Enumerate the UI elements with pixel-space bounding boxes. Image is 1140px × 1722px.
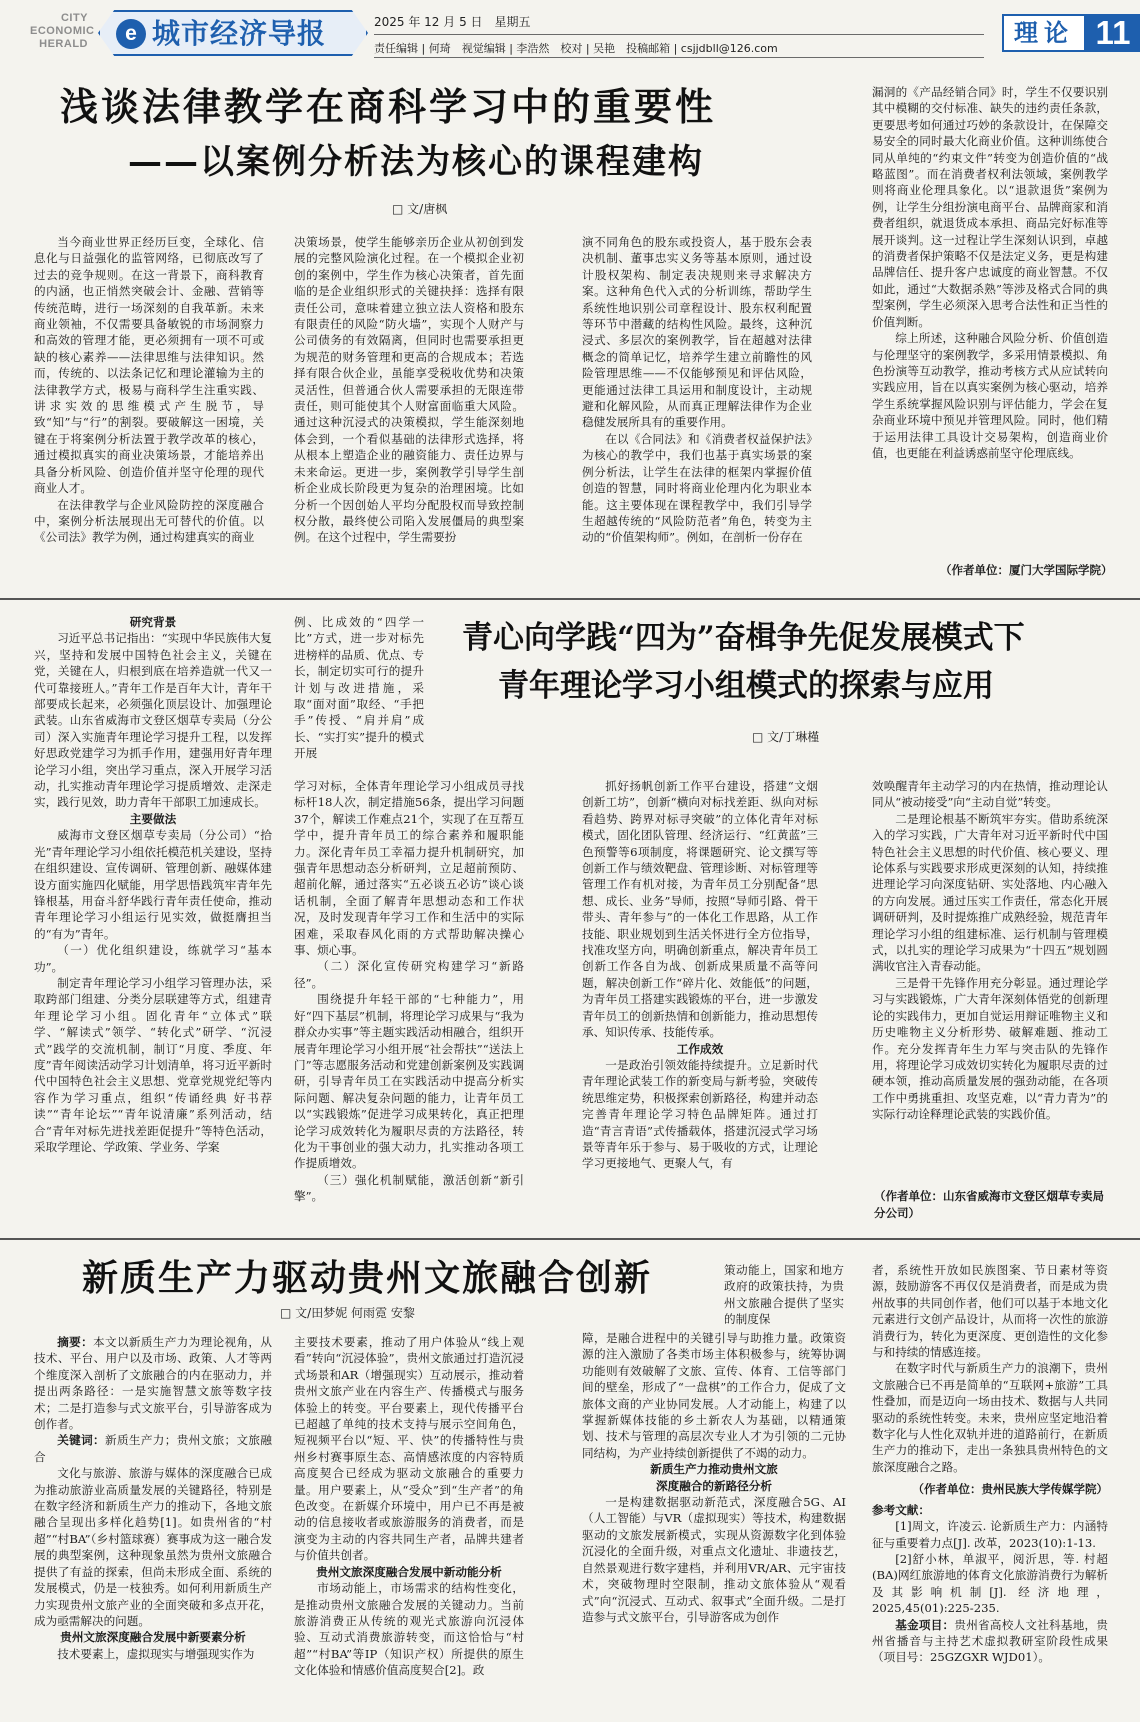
paragraph: 二是理论根基不断筑牢夯实。借助系统深入的学习实践，广大青年对习近平新时代中国特色社会主义思想的时代价值、核心要义、理论体系与实践要求形成更深刻的认知，持续推进理论学习向深度钻研、实处落地、内心融入的方向发展。通过压实工作责任，常态化开展调研研判，及时提炼推广成熟经验，规范青年理论学习小组的组建标准、运行机制与管理模式，以扎实的理论学习成果为“十四五”规划圆满收官注入青春动能。 <box>872 811 1108 974</box>
editorial-staff: 责任编辑 | 何琦 视觉编辑 | 李浩然 校对 | 吴艳 投稿邮箱 | csjjdbll@126.com <box>374 42 778 55</box>
paragraph: 漏洞的《产品经销合同》时，学生不仅要识别其中模糊的交付标准、缺失的违约责任条款，更要思考如何通过巧妙的条款设计，在保障交易安全的同时最大化商业价值。这种训练使合同从单纯的“约束文件”转变为创造价值的“战略蓝图”。而在消费者权利法领域，案例教学则将商业伦理具象化。以“退款退货”案例为例，让学生分组扮演电商平台、品牌商家和消费者组织，就退货成本承担、商品完好标准等展开谈判。这一过程让学生深刻认识到，卓越的消费者保护策略不仅是法定义务，更是构建品牌信任、提升客户忠诚度的商业智慧。不仅如此，通过“大数据杀熟”等涉及格式合同的典型案例，学生必须深入思考合法性和正当性的价值判断。 <box>872 85 1108 329</box>
paragraph: 三是骨干先锋作用充分彰显。通过理论学习与实践锻炼，广大青年深刻体悟党的创新理论的实践伟力，更加自觉运用辩证唯物主义和历史唯物主义分析形势、破解难题、推动工作。充分发挥青年生力军与突击队的先锋作用，将理论学习成效切实转化为履职尽责的过硬本领，推动高质量发展的强劲动能，在各项工作中勇挑重担、攻坚克难，以“青力青为”的实际行动诠释理论武装的实践价值。 <box>872 975 1108 1122</box>
article-column <box>34 1334 272 1722</box>
paragraph: （二）深化宣传研究构建学习“新路径”。 <box>294 959 524 990</box>
article-column <box>294 234 524 586</box>
paragraph: 当今商业世界正经历巨变，全球化、信息化与日益强化的监管网络，已彻底改写了过去的竞争规则。在这一背景下，商科教育的内涵，也正悄然突破会计、金融、营销等传统范畴，进行一场深刻的自我革新。未来商业领袖，不仅需要具备敏锐的市场洞察力和高效的管理才能，更必须拥有一项不可或缺的核心素养——法律思维与法律知识。然而，传统的、以法条记忆和理论灌输为主的法律教学方式，极易与商科学生注重实践、讲求实效的思维模式产生脱节，导致“知”与“行”的割裂。要破解这一困境，关键在于将案例分析法置于教学改革的核心，通过模拟真实的商业决策场景，才能培养出具备分析风险、创造价值并坚守伦理的现代商业人才。 <box>34 235 264 496</box>
page-number: 11 <box>1086 14 1140 52</box>
paragraph: 围绕提升年轻干部的“七种能力”，用好“四下基层”机制，将理论学习成果与“我为群众办实事”等主题实践活动相融合，组织开展青年理论学习小组开展“社会帮扶”“送法上门”等志愿服务活动和党建创新案例及实践调研，引导青年员工在实践活动中提高分析实际问题、解决复杂问题的能力，让青年员工以“实践锻炼”促进学习成果转化，真正把理论学习成效转化为履职尽责的方法路径，转化为干事创业的强大动力，扎实推动各项工作提质增效。 <box>294 992 524 1171</box>
subheading: 新质生产力推动贵州文旅 <box>650 1462 778 1477</box>
author-affiliation: （作者单位：贵州民族大学传媒学院） <box>912 1482 1108 1497</box>
article-title: 青年理论学习小组模式的探索与应用 <box>498 668 994 704</box>
header-rule <box>374 34 984 35</box>
keyword-label: 摘要： <box>57 1335 94 1349</box>
paragraph: 综上所述，这种融合风险分析、价值创造与伦理坚守的案例教学，多采用情景模拟、角色扮演等互动教学，推动考核方式从应试转向实践应用，旨在以真实案例为核心驱动，培养学生系统掌握风险识别与评估能力，学会在复杂商业环境中预见并管理风险。同时，他们精于运用法律工具设计交易架构，创造商业价值，也更能在利益诱惑前坚守伦理底线。 <box>872 331 1108 460</box>
article-column <box>294 1334 524 1722</box>
article-title: 浅谈法律教学在商科学习中的重要性 <box>60 84 717 129</box>
paragraph: 例、比成效的“四学一比”方式，进一步对标先进榜样的品质、优点、专长，制定切实可行的提升计划与改进措施，采取“面对面”取经、“手把手”传授、“肩并肩”成长、“实打实”提升的模式开展 <box>294 615 424 761</box>
article-title: 青心向学践“四为”奋楫争先促发展模式下 <box>462 620 1025 656</box>
fund-label: 基金项目： <box>895 1617 955 1632</box>
paragraph: 技术要素上，虚拟现实与增强现实作为 <box>57 1646 255 1661</box>
masthead-en-line: CITY <box>60 12 88 24</box>
paragraph: 抓好扬帆创新工作平台建设，搭建“文烟创新工坊”，创新“横向对标找差距、纵向对标看趋势、跨界对标寻突破”的立体化青年对标模式，固化团队管理、经济运行、“红黄蓝”三色预警等6项制度，将课题研究、论文撰写等创新工作与绩效靶盘、管理诊断、对标管理等管理工作有机对接，为青年员工分别配备“思想、成长、业务”导师，按照“导师引路、骨干带头、青年参与”的一体化工作思路，从工作技能、职业规划到生活关怀进行全方位指导，找准攻坚方向，明确创新重点，解决青年员工创新工作各自为战、创新成果质量不高等问题，解决创新工作“碎片化、效能低”的问题，为青年员工搭建实践锻炼的平台，进一步激发青年员工的创新热情和创新能力，推动思想传承、知识传承、技能传承。 <box>582 779 818 1040</box>
paragraph: 威海市文登区烟草专卖局（分公司）“拾光”青年理论学习小组依托模范机关建设，坚持在组织建设、宣传调研、管理创新、融媒体建设方面实施四化赋能，用学思悟践筑牢青年先锋根基，用奋斗舒华践行青年责任使命，推动青年理论学习小组运行见实效，做挺膺担当的“有为”青年。 <box>34 828 272 941</box>
author-affiliation: （作者单位：山东省威海市文登区烟草专卖局 分公司） <box>874 1189 1104 1220</box>
subheading: 深度融合的新路径分析 <box>656 1478 772 1493</box>
keyword-text: 本文以新质生产力为理论视角，从技术、平台、用户以及市场、政策、人才等两个维度深入剖析了文旅融合的内在驱动力，并提出两条路径：一是实施智慧文旅等数字技术；二是打造参与式文旅平台，引导游客成为创作者。 <box>34 1335 272 1432</box>
paper-logo-icon: e <box>116 19 146 49</box>
paragraph: 文化与旅游、旅游与媒体的深度融合已成为推动旅游业高质量发展的关键路径，特别是在数字经济和新质生产力的推动下，各地文旅融合呈现出多样化趋势[1]。如贵州省的“村超”“村BA”（乡村篮球赛）赛事成为这一融合发展的典型案例，这种现象虽然为贵州文旅融合提供了有益的探索，但尚未形成全面、系统的发展模式，仍是一枝独秀。如何利用新质生产力实现贵州文旅产业的全面突破和多点开花，成为亟需解决的问题。 <box>34 1466 272 1628</box>
author-affiliation: （作者单位：厦门大学国际学院） <box>940 563 1113 577</box>
paragraph: 制定青年理论学习小组学习管理办法，采取跨部门组建、分类分层联建等方式，组建青年理论学习小组。固化青年“立体式”联学、“解读式”领学、“转化式”研学、“沉浸式”践学的交流机制，制订“月度、季度、年度”青年阅读活动学习计划清单，将习近平新时代中国特色社会主义思想、党章党规党纪等内容作为学习重点，组织“传诵经典 好书荐读”“青年论坛”“青年说清廉”系列活动，结合“青年对标先进找差距促提升”等特色活动，采取学理论、学政策、学业务、学案 <box>34 975 272 1154</box>
paragraph: 习近平总书记指出：“实现中华民族伟大复兴，坚持和发展中国特色社会主义，关键在党，关键在人，归根到底在培养造就一代又一代可靠接班人。”青年工作是百年大计，青年干部要成长起来，必须强化顶层设计、加强理论武装。山东省威海市文登区烟草专卖局（分公司）深入实施青年理论学习提升工程，以发挥好思政党建学习为抓手作用，建强用好青年理论学习小组，突出学习重点，深入开展学习活动，扎实推动青年理论学习提质增效、走深走实，践行见效，助力青年干部职工加速成长。 <box>34 631 272 810</box>
keyword-label: 关键词： <box>57 1433 105 1448</box>
fund-note <box>872 1617 1108 1666</box>
section-label: 理论 <box>1002 14 1086 52</box>
paragraph: 一是构建数据驱动新范式，深度融合5G、AI（人工智能）与VR（虚拟现实）等技术，构建数据驱动的文旅发展新模式，实现从资源数字化到体验沉浸化的全面升级，对重点文化遗址、非遗技艺，自然景观进行数字建档，并利用VR/AR、元宇宙技术，突破物理时空限制，推动文旅体验从“观看式”向“沉浸式、互动式、叙事式”全面升级。二是打造参与式文旅平台，引导游客成为创作 <box>582 1495 846 1624</box>
keyword-paragraph <box>34 1334 272 1432</box>
section-divider <box>0 1238 1140 1240</box>
issue-date: 2025 年 12 月 5 日 星期五 <box>374 15 531 29</box>
reference-item: [1]周文，许凌云. 论新质生产力：内涵特征与重要着力点[J]. 改革，2023(10):1-13. <box>872 1519 1108 1550</box>
article-column <box>872 84 1108 564</box>
masthead <box>0 0 1140 60</box>
references-label: 参考文献： <box>872 1502 930 1517</box>
paragraph: 策动能上，国家和地方政府的政策扶持，为贵州文旅融合提供了坚实的制度保 <box>724 1263 844 1327</box>
paragraph: 效唤醒青年主动学习的内在热情，推动理论认同从“被动接受”向“主动自觉”转变。 <box>872 779 1108 810</box>
article-byline: □ 文/丁琳槿 <box>752 730 820 744</box>
masthead-english <box>30 12 95 51</box>
paragraph: 一是政治引领效能持续提升。立足新时代青年理论武装工作的新变局与新考验，突破传统思维定势，积极探索创新路径，构建并动态完善青年理论学习特色品牌矩阵。通过打造“青言青语”式传播载体，搭建沉浸式学习场景等青年乐于参与、易于吸收的方式，让理论学习更接地气、更聚人气，有 <box>582 1057 818 1171</box>
masthead-en-line: HERALD <box>39 38 88 50</box>
paragraph: 学习对标，全体青年理论学习小组成员寻找标杆18人次，制定措施56条，提出学习问题37个，解读工作难点21个，实现了在互帮互学中，提升青年员工的综合素养和履职能力。深化青年员工幸福力提升机制研究，加强青年思想动态分析研判，立足超前预防、超前化解，通过落实“五必谈五必访”谈心谈话机制，全面了解青年思想动态和工作状况，及时发现青年学习工作和生活中的实际困难，采取春风化雨的方式帮助解决操心事、烦心事。 <box>294 779 524 958</box>
paragraph: 主要技术要素，推动了用户体验从“线上观看”转向“沉浸体验”，贵州文旅通过打造沉浸式场景和AR（增强现实）互动展示，推动着贵州文旅产业在内容生产、传播模式与服务体验上的转变。平台要素上，现代传播平台已超越了单纯的技术支持与展示空间角色，短视频平台以“短、平、快”的传播特性与贵州乡村赛事原生态、高情感浓度的内容特质高度契合已经成为驱动文旅融合的重要力量。用户要素上，从“受众”到“生产者”的角色改变。在新媒介环境中，用户已不再是被动的信息接收者或旅游服务的消费者，而是演变为主动的内容共同生产者，品牌共建者与价值共创者。 <box>294 1335 524 1563</box>
article-column <box>294 778 524 1224</box>
keyword-text: 新质生产力；贵州文旅；文旅融合 <box>34 1433 272 1464</box>
paper-name: 城市经济导报 <box>152 17 327 50</box>
article-column <box>34 614 272 1224</box>
paragraph: 在数字时代与新质生产力的浪潮下，贵州文旅融合已不再是简单的“互联网+旅游”工具性叠加，而是迈向一场由技术、数据与人共同驱动的系统性转变。未来，贵州应坚定地沿着数字化与人性化双轨并进的道路前行，在新质生产力的推动下，走出一条独具贵州特色的文旅深度融合之路。 <box>872 1361 1108 1474</box>
paragraph: 障，是融合进程中的关键引导与助推力量。政策资源的注入激励了各类市场主体积极参与，统筹协调功能则有效破解了文旅、宣传、体育、工信等部门间的壁垒，形成了“一盘棋”的工作合力，促成了文旅体文商的产业协同发展。人才动能上，构建了以掌握新媒体技能的乡土新农人为基础，以精通策划、技术与管理的高层次专业人才为引领的二元协同结构，为产业持续创新提供了不竭的动力。 <box>582 1331 846 1460</box>
article-column <box>582 1330 846 1722</box>
subheading: 贵州文旅深度融合发展中新动能分析 <box>316 1564 502 1579</box>
subheading: 研究背景 <box>129 615 177 629</box>
paragraph: 演不同角色的股东或投资人，基于股东会表决机制、董事忠实义务等基本原则，通过设计股权架构、制定表决规则来寻求解决方案。这种角色代入式的分析训练，帮助学生系统性地识别公司章程设计、股东权利配置等环节中潜藏的结构性风险。最终，这种沉浸式、多层次的案例教学，旨在超越对法律概念的简单记忆，培养学生建立前瞻性的风险管理思维——不仅能够预见和评估风险，更能通过法律工具运用和制度设计，主动规避和化解风险，从而真正理解法律作为企业稳健发展所具有的重要作用。 <box>582 235 812 430</box>
article-column <box>582 234 812 586</box>
keyword-paragraph <box>34 1432 272 1465</box>
paragraph: 在以《合同法》和《消费者权益保护法》为核心的教学中，我们也基于真实场景的案例分析法，让学生在法律的框架内掌握价值创造的智慧，同时将商业伦理内化为职业本能。这主要体现在课程教学中，我们引导学生超越传统的“风险防范者”角色，转变为主动的“价值架构师”。例如，在剖析一份存在 <box>582 431 812 545</box>
paragraph: 者，系统性开放如民族图案、节日素材等资源，鼓励游客不再仅仅是消费者，而是成为贵州故事的共同创作者，他们可以基于本地文化元素进行文创产品设计，从而将一次性的旅游消费行为，转化为更深度、更创造性的文化参与和持续的情感连接。 <box>872 1263 1108 1360</box>
paragraph: 市场动能上，市场需求的结构性变化，是推动贵州文旅融合发展的关键动力。当前旅游消费正从传统的观光式旅游向沉浸体验、互动式消费旅游转变，而这恰恰与“村超”“村BA”等IP（知识产权）所提供的原生文化体验和情感价值高度契合[2]。政 <box>294 1581 524 1678</box>
article-byline: □ 文/田梦妮 何雨霓 安黎 <box>280 1306 415 1320</box>
section-divider <box>0 598 1140 600</box>
masthead-en-line: ECONOMIC <box>30 25 95 37</box>
header-rule <box>374 57 984 58</box>
paragraph: 决策场景，使学生能够亲历企业从初创到发展的完整风险演化过程。在一个模拟企业初创的案例中，学生作为核心决策者，首先面临的是企业组织形式的关键抉择：选择有限责任公司，意味着建立独立法人资格和股东有限责任的风险“防火墙”，实现个人财产与公司债务的有效隔离，但同时也需要承担更为规范的财务管理和更高的合规成本；若选择有限合伙企业，虽能享受税收优势和决策灵活性，但普通合伙人需要承担的无限连带责任，则可能使其个人财富面临重大风险。通过这种沉浸式的决策模拟，学生能深刻地体会到，一个看似基础的法律形式选择，将从根本上塑造企业的融资能力、责任边界与未来命运。更进一步，案例教学引导学生剖析企业成长阶段更为复杂的治理困境。比如分析一个因创始人平均分配股权而导致控制权分散，最终使公司陷入发展僵局的典型案例。在这个过程中，学生需要扮 <box>294 235 524 545</box>
subheading: 贵州文旅深度融合发展中新要素分析 <box>60 1630 246 1645</box>
article-column <box>872 1262 1108 1722</box>
article-byline: □ 文/唐枫 <box>392 202 448 216</box>
article-column <box>294 614 424 794</box>
reference-item: [2]舒小林，单淑平，阅沂思，等. 村超(BA)网红旅游地的体育文化旅游消费行为解析及其影响机制[J]. 经济地理，2025,45(01):225-235. <box>872 1551 1108 1616</box>
subheading: 工作成效 <box>676 1041 724 1056</box>
paragraph: （三）强化机制赋能，激活创新“新引擎”。 <box>294 1172 524 1204</box>
fund-text: 贵州省高校人文社科基地，贵州省播音与主持艺术虚拟教研室阶段性成果（项目号：25GZGXR WJD01）。 <box>872 1617 1108 1665</box>
subheading: 主要做法 <box>129 811 177 826</box>
article-column <box>872 778 1108 1188</box>
article-column <box>34 234 264 586</box>
article-subtitle: ——以案例分析法为核心的课程建构 <box>128 142 704 182</box>
article-column <box>582 778 818 1224</box>
article-title: 新质生产力驱动贵州文旅融合创新 <box>82 1257 653 1299</box>
paragraph: 在法律教学与企业风险防控的深度融合中，案例分析法展现出无可替代的价值。以《公司法》教学为例，通过构建真实的商业 <box>34 497 264 545</box>
paragraph: （一）优化组织建设，练就学习“基本功”。 <box>34 943 272 974</box>
